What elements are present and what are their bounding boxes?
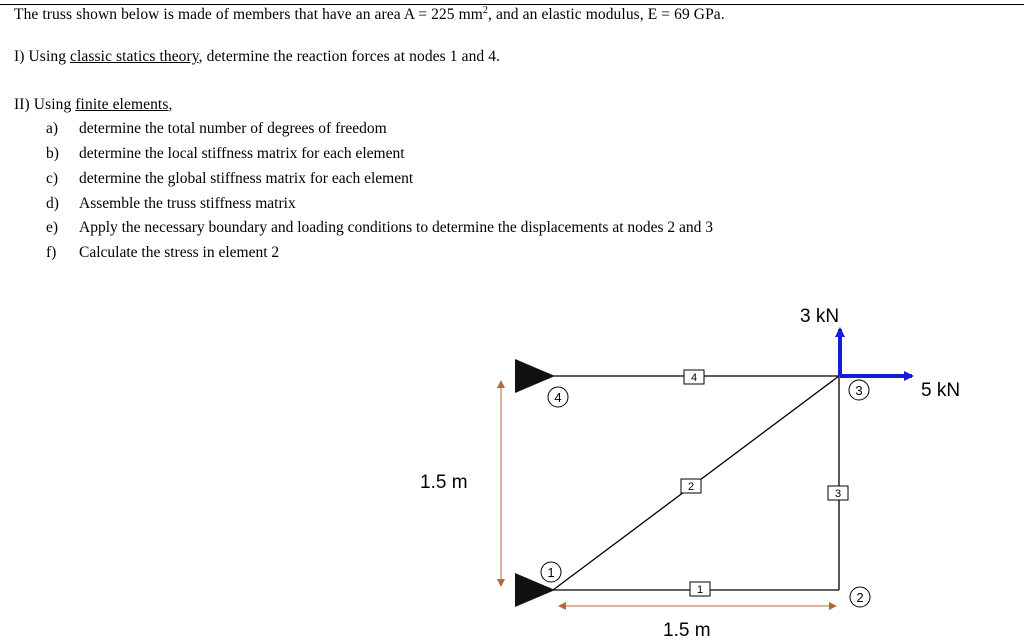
item-f-text: Calculate the stress in element 2 [79, 244, 280, 261]
load-horizontal-label: 5 kN [921, 380, 961, 401]
node-1-label: 1 [547, 565, 555, 580]
item-a-letter: a) [46, 120, 59, 137]
load-vertical-label: 3 kN [800, 306, 840, 327]
element-4-label: 4 [690, 372, 698, 384]
item-d-text: Assemble the truss stiffness matrix [79, 195, 296, 212]
part-1-label: I) [14, 48, 25, 65]
node-4-label: 4 [554, 390, 562, 405]
item-e-letter: e) [46, 219, 59, 236]
item-e-text: Apply the necessary boundary and loading conditions to determine the displacements at nodes 2 and 3 [79, 219, 714, 236]
item-c-letter: c) [46, 170, 59, 187]
element-1-label: 1 [696, 584, 704, 596]
part-1-suffix: , determine the reaction forces at nodes 1 and 4. [198, 48, 501, 65]
item-f-letter: f) [46, 244, 57, 261]
part-2-prefix: Using [33, 96, 76, 113]
item-d-letter: d) [46, 195, 59, 212]
item-b-text: determine the local stiffness matrix for each element [79, 145, 405, 162]
element-3-label: 3 [834, 488, 842, 500]
element-2-label: 2 [687, 481, 695, 493]
dimension-horizontal-label: 1.5 m [663, 620, 711, 640]
intro-superscript: 2 [482, 4, 489, 16]
node-2-label: 2 [856, 590, 864, 605]
part-2-underlined: finite elements [75, 96, 169, 113]
item-c-text: determine the global stiffness matrix for each element [79, 170, 414, 187]
part-1-underlined: classic statics theory [70, 48, 199, 65]
intro-text-b: , and an elastic modulus, E = 69 GPa. [488, 6, 725, 23]
dimension-vertical-label: 1.5 m [420, 472, 468, 493]
intro-text-a: The truss shown below is made of members that have an area A = 225 mm [14, 6, 483, 23]
part-2-label: II) [14, 96, 30, 113]
node-3-label: 3 [855, 383, 863, 398]
part-1-prefix: Using [28, 48, 71, 65]
pin-support-node-4-icon [515, 359, 555, 393]
item-b-letter: b) [46, 145, 59, 162]
item-a-text: determine the total number of degrees of freedom [79, 120, 387, 137]
part-2-suffix: , [168, 96, 173, 113]
